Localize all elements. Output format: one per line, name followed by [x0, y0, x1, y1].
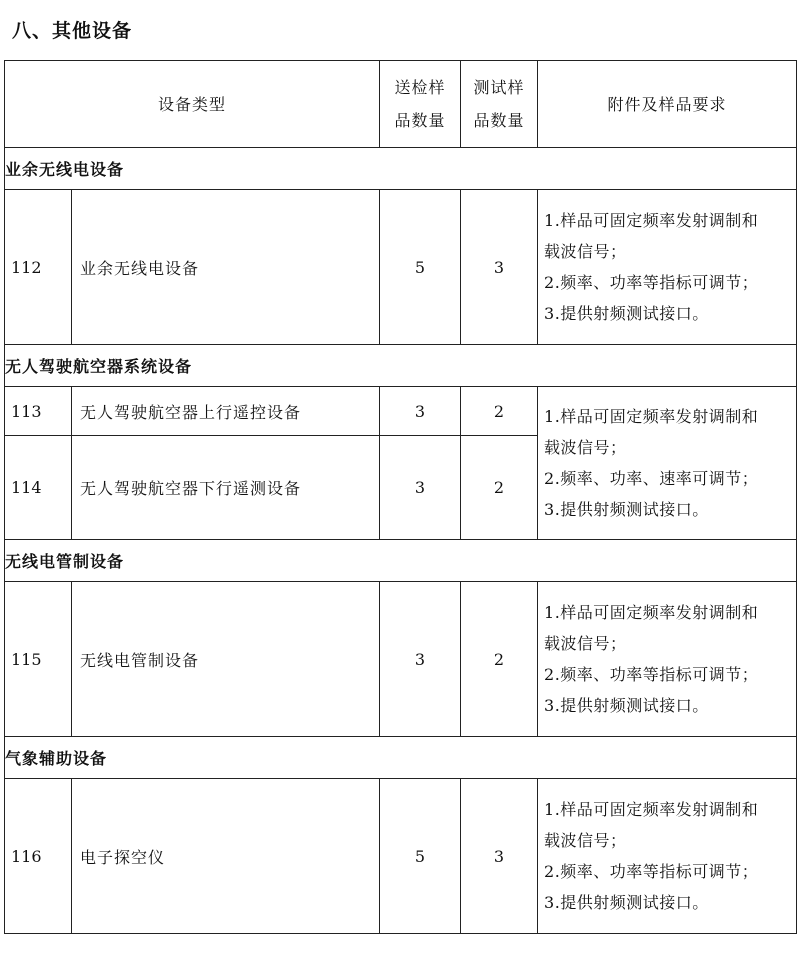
device-name: 业余无线电设备: [72, 190, 380, 345]
requirement-line: 3.提供射频测试接口。: [544, 500, 709, 519]
category-row-amateur: [5, 148, 797, 190]
test-sample-count: 3: [461, 779, 538, 934]
header-test-line1: 测试样: [473, 78, 525, 97]
category-label: 气象辅助设备: [5, 737, 797, 779]
page-title: 八、其他设备: [12, 20, 133, 42]
requirement-line: 1.样品可固定频率发射调制和: [544, 603, 759, 622]
row-number: 115: [5, 582, 72, 737]
requirements-cell: [538, 779, 797, 934]
category-label: 业余无线电设备: [5, 148, 797, 190]
test-sample-count: 2: [461, 387, 538, 436]
requirement-line: 2.频率、功率等指标可调节；: [544, 273, 759, 292]
device-name: 无线电管制设备: [72, 582, 380, 737]
requirement-line: 1.样品可固定频率发射调制和: [544, 800, 759, 819]
header-test-samples: [461, 61, 538, 148]
header-device-type: 设备类型: [5, 61, 380, 148]
requirement-line: 3.提供射频测试接口。: [544, 696, 709, 715]
requirement-line: 载波信号；: [544, 634, 627, 653]
equipment-table: [4, 60, 797, 934]
requirements-cell: [538, 190, 797, 345]
test-sample-count: 2: [461, 436, 538, 540]
device-name: 无人驾驶航空器上行遥控设备: [72, 387, 380, 436]
category-row-meteo: [5, 737, 797, 779]
row-number: 114: [5, 436, 72, 540]
requirement-line: 载波信号；: [544, 438, 627, 457]
test-sample-count: 2: [461, 582, 538, 737]
row-number: 112: [5, 190, 72, 345]
table-row: [5, 582, 797, 737]
requirement-line: 载波信号；: [544, 242, 627, 261]
table-row: [5, 190, 797, 345]
header-test-line2: 品数量: [473, 111, 525, 130]
sent-sample-count: 3: [380, 436, 461, 540]
sent-sample-count: 3: [380, 387, 461, 436]
table-header-row: [5, 61, 797, 148]
requirement-line: 载波信号；: [544, 831, 627, 850]
table-row: [5, 779, 797, 934]
requirement-line: 2.频率、功率、速率可调节；: [544, 469, 759, 488]
table-row: [5, 387, 797, 436]
category-label: 无线电管制设备: [5, 540, 797, 582]
row-number: 113: [5, 387, 72, 436]
sent-sample-count: 5: [380, 190, 461, 345]
header-sent-samples: [380, 61, 461, 148]
requirements-cell: [538, 387, 797, 540]
category-row-uav: [5, 345, 797, 387]
test-sample-count: 3: [461, 190, 538, 345]
header-sent-line2: 品数量: [394, 111, 446, 130]
requirement-line: 3.提供射频测试接口。: [544, 304, 709, 323]
category-row-atc: [5, 540, 797, 582]
requirement-line: 3.提供射频测试接口。: [544, 893, 709, 912]
device-name: 电子探空仪: [72, 779, 380, 934]
requirement-line: 1.样品可固定频率发射调制和: [544, 407, 759, 426]
header-sent-line1: 送检样: [394, 78, 446, 97]
requirement-line: 2.频率、功率等指标可调节；: [544, 665, 759, 684]
header-requirements: 附件及样品要求: [538, 61, 797, 148]
requirements-cell: [538, 582, 797, 737]
sent-sample-count: 5: [380, 779, 461, 934]
sent-sample-count: 3: [380, 582, 461, 737]
requirement-line: 2.频率、功率等指标可调节；: [544, 862, 759, 881]
requirement-line: 1.样品可固定频率发射调制和: [544, 211, 759, 230]
category-label: 无人驾驶航空器系统设备: [5, 345, 797, 387]
row-number: 116: [5, 779, 72, 934]
device-name: 无人驾驶航空器下行遥测设备: [72, 436, 380, 540]
